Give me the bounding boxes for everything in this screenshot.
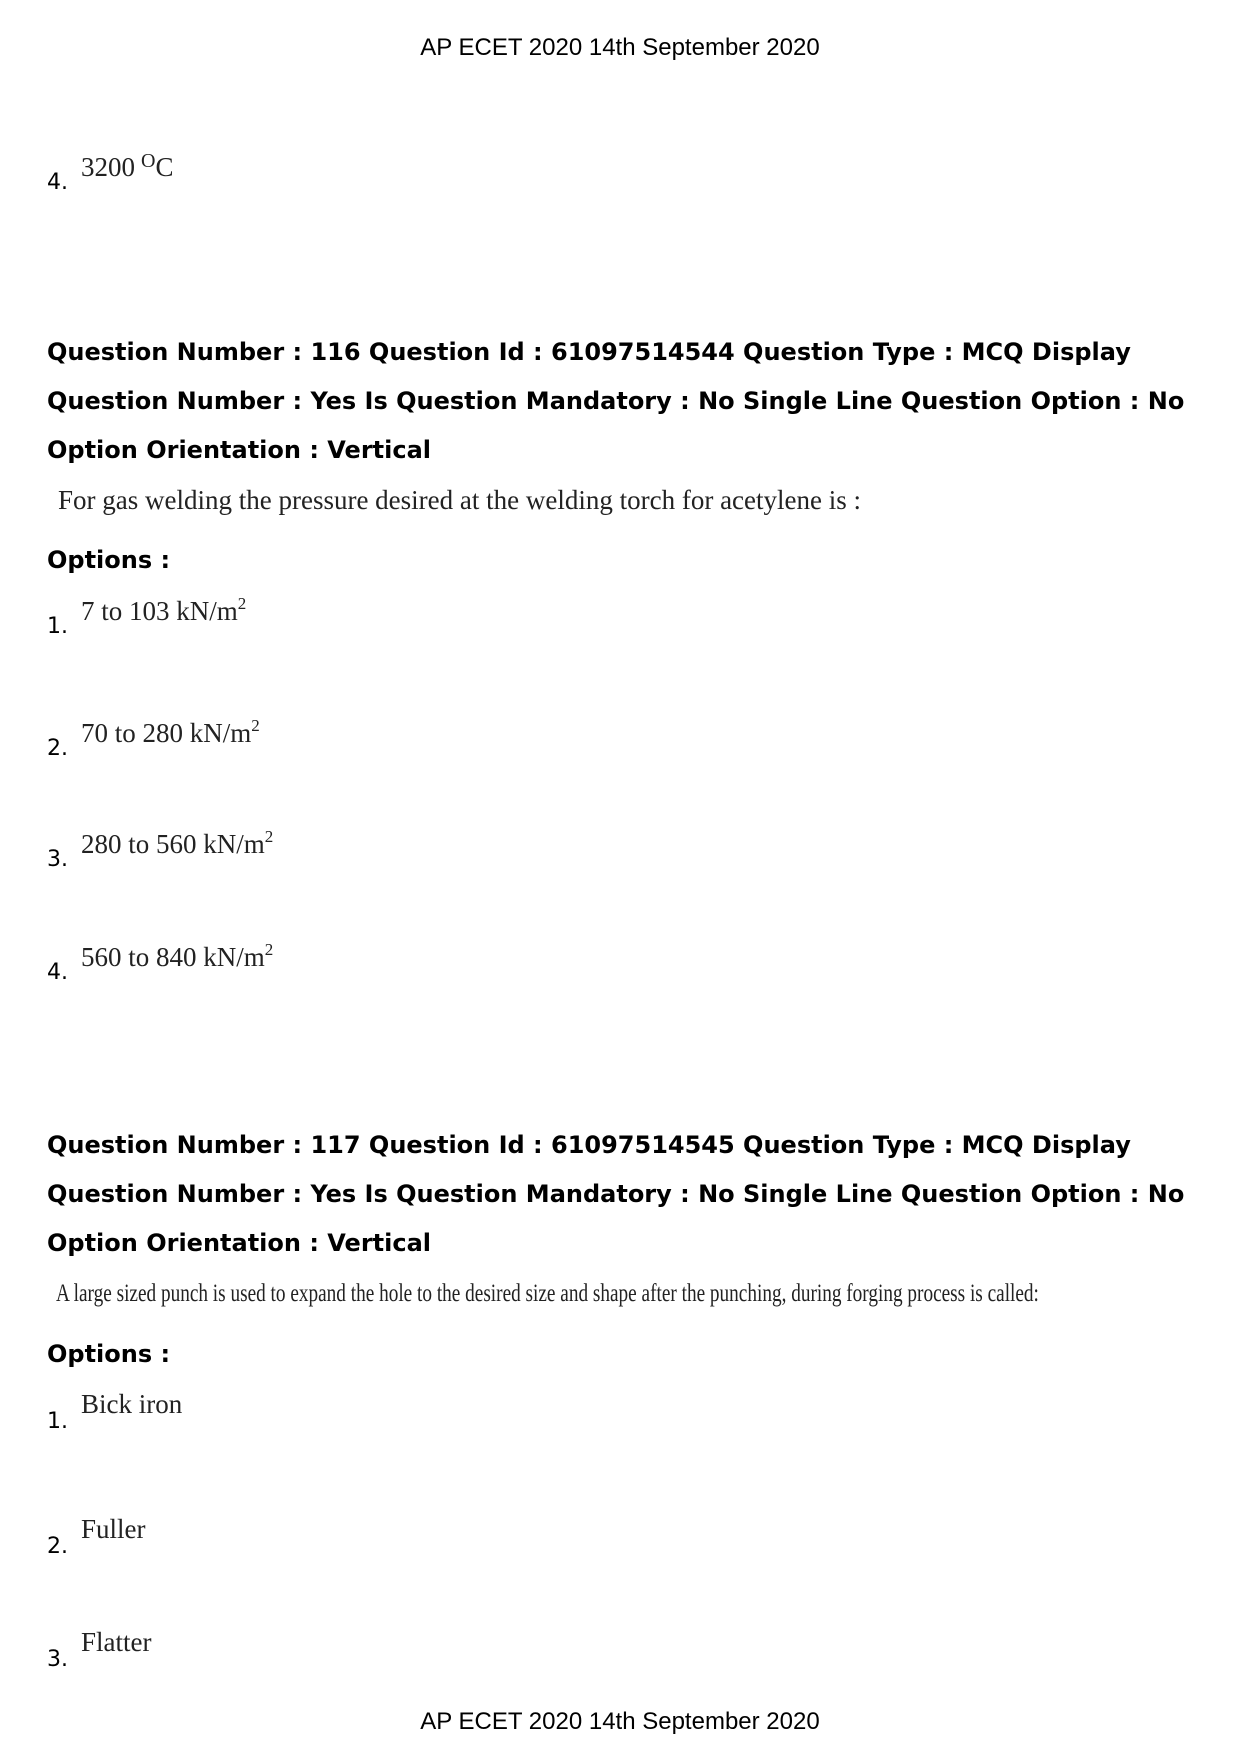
option-number: 3. xyxy=(47,847,68,872)
question-116-text: For gas welding the pressure desired at the welding torch for acetylene is : xyxy=(58,485,861,515)
option-text: 70 to 280 $kN/m^2$ xyxy=(81,716,260,748)
option-number: 4. xyxy=(47,960,68,985)
question-116-meta: Question Number : 116 Question Id : 61097514544 Question Type : MCQ Display Question Number : Yes Is Question Mandatory : No Single Line Question Option : No Option Orientation : Vertical xyxy=(47,338,1185,464)
question-117-options-label: Options : xyxy=(47,1340,171,1368)
option-number: 2. xyxy=(47,1534,68,1559)
option-text: Fuller xyxy=(81,1514,146,1544)
option-text: Bick iron xyxy=(81,1389,183,1419)
page-footer: AP ECET 2020 14th September 2020 xyxy=(420,1708,820,1735)
option-text: Flatter xyxy=(81,1627,152,1657)
option-text: 7 to 103 $kN/m^2$ xyxy=(81,594,247,626)
option-text: 280 to 560 $kN/m^2$ xyxy=(81,827,274,859)
question-117-meta: Question Number : 117 Question Id : 61097514545 Question Type : MCQ Display Question Number : Yes Is Question Mandatory : No Single Line Question Option : No Option Orientation : Vertical xyxy=(47,1131,1185,1257)
option-text: 3200 $^O$C xyxy=(81,150,174,182)
option-number: 3. xyxy=(47,1647,68,1672)
option-number: 4. xyxy=(47,170,68,195)
page-header: AP ECET 2020 14th September 2020 xyxy=(420,34,820,61)
option-number: 1. xyxy=(47,1409,68,1434)
option-number: 2. xyxy=(47,736,68,761)
option-text: 560 to 840 $kN/m^2$ xyxy=(81,940,274,972)
question-116-options-label: Options : xyxy=(47,546,171,574)
option-number: 1. xyxy=(47,614,68,639)
question-117-text: A large sized punch is used to expand the hole to the desired size and shape after the punching, during forging process is called: xyxy=(56,1280,1039,1307)
